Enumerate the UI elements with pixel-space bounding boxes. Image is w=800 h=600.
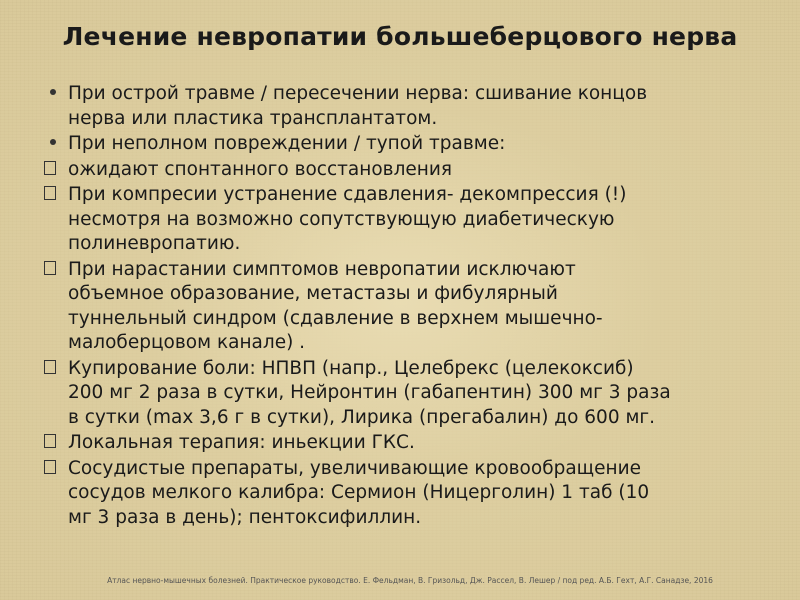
list-item-text: ожидают спонтанного восстановления: [68, 158, 453, 180]
list-item-text: Купирование боли: НПВП (напр., Целебрекс (целекоксиб) 200 мг 2 раза в сутки, Нейронтин (габапентин) 300 мг 3 раза в сутки (max 3,6 г в сутки), Лирика (прегабалин) до 600 мг.: [68, 357, 671, 428]
list-item: [44, 158, 760, 183]
bullet-list: [44, 82, 760, 531]
list-item: [44, 431, 760, 456]
footer-citation: Атлас нервно-мышечных болезней. Практическое руководство. Е. Фельдман, В. Гризольд, Дж. Рассел, В. Лешер / под ред. А.Б. Гехт, А.Г. Санадзе, 2016: [107, 576, 713, 585]
list-item: [44, 357, 760, 431]
bullet-square-icon: [44, 457, 68, 482]
list-item-text: Сосудистые препараты, увеличивающие кровообращение сосудов мелкого калибра: Сермион (Ницерголин) 1 таб (10 мг 3 раза в день); пентоксифиллин.: [68, 457, 650, 528]
bullet-square-icon: [44, 183, 68, 208]
list-item: [44, 183, 760, 257]
bullet-dot-icon: [44, 132, 68, 157]
list-item-text: При неполном повреждении / тупой травме:: [68, 133, 506, 154]
list-item: [44, 457, 760, 531]
bullet-dot-icon: [44, 82, 68, 107]
bullet-square-icon: [44, 258, 68, 283]
bullet-square-icon: [44, 431, 68, 456]
list-item-text: При нарастании симптомов невропатии исключают объемное образование, метастазы и фибулярный туннельный синдром (сдавление в верхнем мышечно- малоберцовом канале) .: [68, 258, 603, 353]
list-item-text: Локальная терапия: иньекции ГКС.: [68, 432, 415, 453]
list-item-text: При компресии устранение сдавления- декомпрессия (!) несмотря на возможно сопутствующую диабетическую полиневропатию.: [68, 184, 627, 254]
list-item: [44, 82, 760, 131]
list-item-text: При острой травме / пересечении нерва: сшивание концов нерва или пластика трансплантатом.: [68, 83, 648, 129]
list-item: [44, 132, 760, 157]
bullet-square-icon: [44, 158, 68, 183]
bullet-square-icon: [44, 357, 68, 382]
list-item: [44, 258, 760, 356]
slide-title: Лечение невропатии большеберцового нерва: [62, 22, 738, 51]
